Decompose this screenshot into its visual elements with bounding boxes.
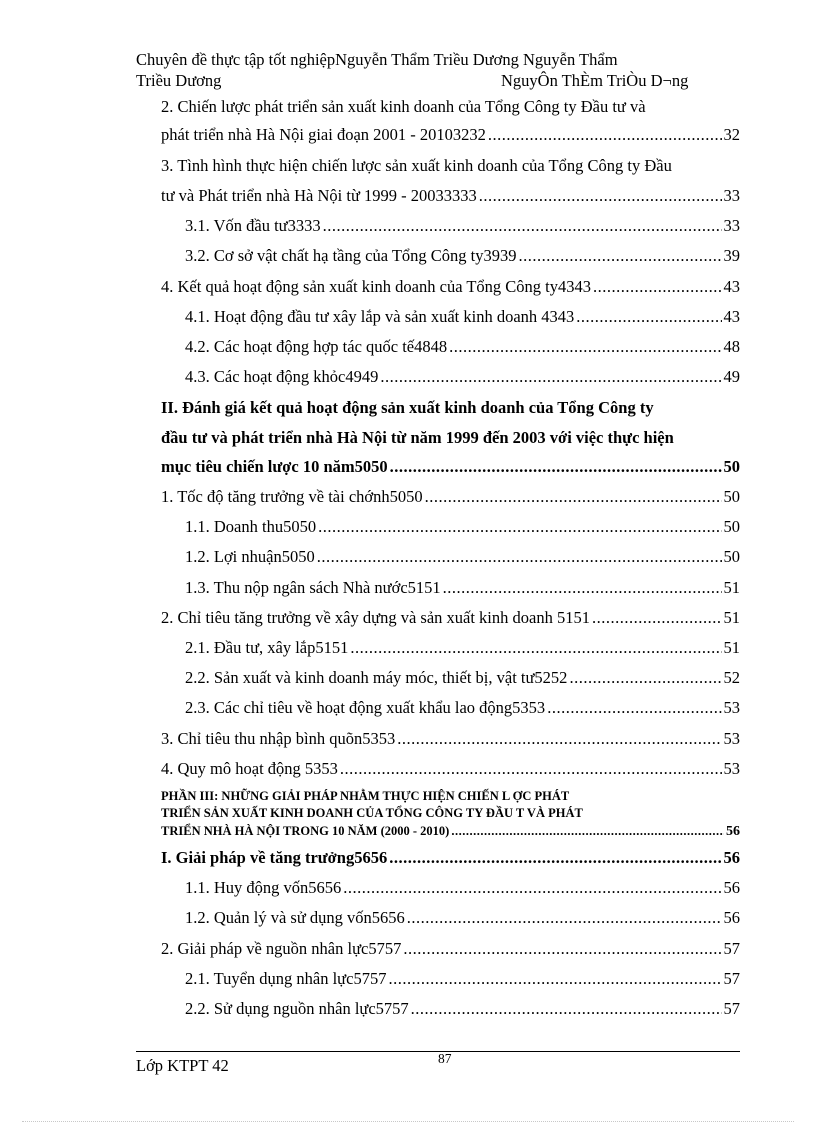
toc-entry xyxy=(161,486,740,508)
toc-entry xyxy=(185,637,740,659)
toc-entry xyxy=(185,968,740,990)
header-line-2-left: Triều Dương xyxy=(136,71,222,90)
toc-page-number: 57 xyxy=(723,999,740,1018)
toc-page-number: 32 xyxy=(723,125,740,144)
toc-page-number: 53 xyxy=(723,759,740,778)
toc-leader-dots xyxy=(479,185,722,207)
toc-entry xyxy=(161,276,740,298)
toc-entry-title: 3.2. Cơ sở vật chất hạ tầng của Tổng Công ty3939 xyxy=(185,246,517,265)
toc-page-number: 56 xyxy=(723,878,740,897)
toc-page-number: 51 xyxy=(723,578,740,597)
toc-page-number: 39 xyxy=(723,246,740,265)
toc-entry-title: 4. Quy mô hoạt động 5353 xyxy=(161,759,338,778)
footer-class-label: Lớp KTPT 42 xyxy=(136,1056,229,1075)
toc-entry-title: 2.1. Đầu tư, xây lắp5151 xyxy=(185,638,349,657)
toc-leader-dots xyxy=(380,366,721,388)
toc-entry-title: 3. Chỉ tiêu thu nhập bình quõn5353 xyxy=(161,729,396,748)
toc-leader-dots xyxy=(425,486,722,508)
toc-entry-title: 4.3. Các hoạt động khỏc4949 xyxy=(185,367,379,386)
toc-entry-title: mục tiêu chiến lược 10 năm5050 xyxy=(161,457,388,476)
toc-leader-dots xyxy=(317,546,722,568)
toc-entry-title: 2.1. Tuyển dụng nhân lực5757 xyxy=(185,969,387,988)
toc-page-number: 50 xyxy=(723,457,740,476)
toc-page-number: 57 xyxy=(723,939,740,958)
toc-page-number: 43 xyxy=(723,277,740,296)
toc-entry-title: 1. Tốc độ tăng trưởng về tài chớnh5050 xyxy=(161,487,423,506)
toc-page-number: 50 xyxy=(723,487,740,506)
toc-page-number: 33 xyxy=(723,216,740,235)
toc-entry xyxy=(185,366,740,388)
toc-leader-dots xyxy=(411,998,722,1020)
toc-page-number: 43 xyxy=(723,307,740,326)
toc-leader-dots xyxy=(407,907,722,929)
toc-entry xyxy=(161,456,740,478)
toc-entry-title: 3.1. Vốn đầu tư3333 xyxy=(185,216,321,235)
toc-leader-dots xyxy=(388,968,721,990)
toc-entry xyxy=(185,245,740,267)
toc-entry-title: 2.2. Sản xuất và kinh doanh máy móc, thiết bị, vật tư5252 xyxy=(185,668,568,687)
toc-entry-title: 1.3. Thu nộp ngân sách Nhà nước5151 xyxy=(185,578,441,597)
toc-entry-title: tư và Phát triển nhà Hà Nội từ 1999 - 20033333 xyxy=(161,186,477,205)
toc-entry-title: 4.2. Các hoạt động hợp tác quốc tế4848 xyxy=(185,337,448,356)
toc-entry xyxy=(185,697,740,719)
toc-entry-title: 2. Chỉ tiêu tăng trưởng về xây dựng và sản xuất kinh doanh 5151 xyxy=(161,608,590,627)
toc-page-number: 50 xyxy=(723,547,740,566)
toc-page-number: 51 xyxy=(723,608,740,627)
toc-entry xyxy=(161,185,740,207)
toc-leader-dots xyxy=(443,577,722,599)
toc-entry xyxy=(185,667,740,689)
toc-entry xyxy=(161,758,740,780)
header-line-1: Chuyên đề thực tập tốt nghiệpNguyễn Thẩm Triều Dương Nguyễn Thẩm xyxy=(136,50,618,69)
toc-entry-title: I. Giải pháp về tăng trưởng5656 xyxy=(161,848,388,867)
toc-entry-title: 1.2. Lợi nhuận5050 xyxy=(185,547,315,566)
toc-entry-title: 1.2. Quản lý và sử dụng vốn5656 xyxy=(185,908,405,927)
toc-part-heading-line: PHẦN III: NHỮNG GIẢI PHÁP NHẰM THỰC HIỆN CHIẾN L ỢC PHÁT xyxy=(161,789,570,803)
toc-entry-title: 2.2. Sử dụng nguồn nhân lực5757 xyxy=(185,999,409,1018)
toc-leader-dots xyxy=(350,637,721,659)
toc-entry xyxy=(185,577,740,599)
toc-entry xyxy=(161,607,740,629)
footer-page-number: 87 xyxy=(438,1051,452,1066)
toc-leader-dots xyxy=(593,276,721,298)
toc-page-number: 49 xyxy=(723,367,740,386)
toc-leader-dots xyxy=(449,336,721,358)
toc-leader-dots xyxy=(389,847,721,869)
toc-leader-dots xyxy=(451,823,724,839)
toc-entry xyxy=(185,306,740,328)
toc-page-number: 56 xyxy=(723,908,740,927)
toc-leader-dots xyxy=(547,697,721,719)
toc-page-number: 48 xyxy=(723,337,740,356)
toc-leader-dots xyxy=(397,728,721,750)
toc-entry xyxy=(185,907,740,929)
toc-leader-dots xyxy=(403,938,721,960)
toc-entry-title: TRIỂN NHÀ HÀ NỘI TRONG 10 NĂM (2000 - 2010) xyxy=(161,824,450,838)
toc-entry xyxy=(185,215,740,237)
toc-entry-title: 2. Giải pháp về nguồn nhân lực5757 xyxy=(161,939,402,958)
toc-leader-dots xyxy=(323,215,722,237)
toc-entry-line: 3. Tình hình thực hiện chiến lược sản xuất kinh doanh của Tổng Công ty Đầu xyxy=(161,156,672,175)
toc-entry-title: 4. Kết quả hoạt động sản xuất kinh doanh của Tổng Công ty4343 xyxy=(161,277,592,296)
toc-leader-dots xyxy=(343,877,721,899)
toc-page-number: 57 xyxy=(723,969,740,988)
header-line-2-right: NguyÔn ThÈm TriÒu D¬ng xyxy=(501,71,689,90)
toc-entry xyxy=(185,998,740,1020)
toc-entry xyxy=(161,728,740,750)
page-bottom-edge xyxy=(22,1121,794,1122)
toc-entry xyxy=(161,847,740,869)
toc-entry-line: 2. Chiến lược phát triển sản xuất kinh doanh của Tổng Công ty Đầu tư và xyxy=(161,97,646,116)
toc-page-number: 53 xyxy=(723,698,740,717)
toc-leader-dots xyxy=(569,667,721,689)
toc-entry-title: phát triển nhà Hà Nội giai đoạn 2001 - 20103232 xyxy=(161,125,486,144)
toc-leader-dots xyxy=(488,124,722,146)
toc-entry xyxy=(185,336,740,358)
toc-entry-title: 1.1. Doanh thu5050 xyxy=(185,517,317,536)
toc-leader-dots xyxy=(390,456,722,478)
toc-page-number: 51 xyxy=(723,638,740,657)
toc-leader-dots xyxy=(519,245,722,267)
toc-page-number: 53 xyxy=(723,729,740,748)
toc-page-number: 33 xyxy=(723,186,740,205)
toc-page-number: 56 xyxy=(723,848,740,867)
toc-entry xyxy=(161,124,740,146)
toc-entry xyxy=(185,516,740,538)
toc-entry xyxy=(161,823,740,839)
toc-entry xyxy=(185,877,740,899)
toc-entry-title: 1.1. Huy động vốn5656 xyxy=(185,878,342,897)
toc-part-heading-line: TRIỂN SẢN XUẤT KINH DOANH CỦA TỔNG CÔNG TY ĐẦU T VÀ PHÁT xyxy=(161,806,583,820)
toc-entry xyxy=(161,938,740,960)
toc-leader-dots xyxy=(592,607,722,629)
toc-leader-dots xyxy=(340,758,722,780)
toc-entry-line: đầu tư và phát triển nhà Hà Nội từ năm 1999 đến 2003 với việc thực hiện xyxy=(161,428,674,447)
toc-leader-dots xyxy=(318,516,721,538)
toc-page-number: 56 xyxy=(726,824,740,839)
toc-entry-title: 2.3. Các chỉ tiêu về hoạt động xuất khẩu lao động5353 xyxy=(185,698,546,717)
toc-page-number: 50 xyxy=(723,517,740,536)
toc-leader-dots xyxy=(576,306,721,328)
toc-entry xyxy=(185,546,740,568)
toc-entry-line: II. Đánh giá kết quả hoạt động sản xuất kinh doanh của Tổng Công ty xyxy=(161,398,654,417)
toc-entry-title: 4.1. Hoạt động đầu tư xây lắp và sản xuất kinh doanh 4343 xyxy=(185,307,575,326)
toc-page-number: 52 xyxy=(723,668,740,687)
